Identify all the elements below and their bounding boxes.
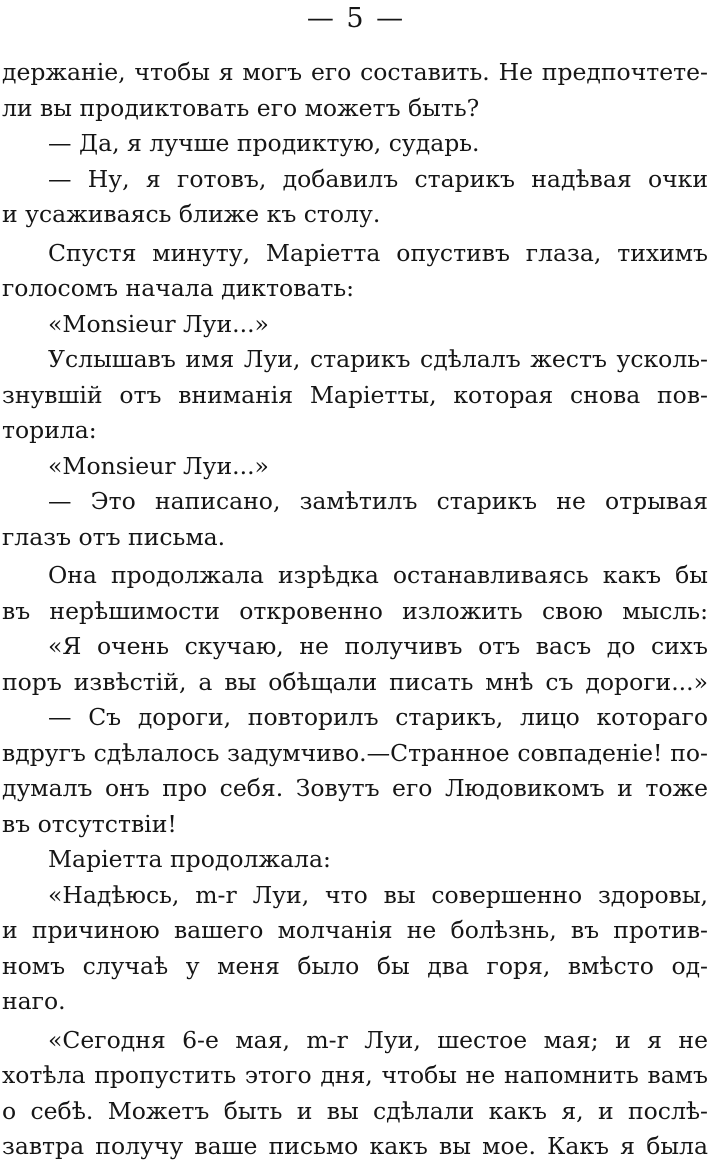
text-line: Она продолжала изрѣдка останавливаясь какъ бы <box>48 561 708 589</box>
text-line: знувшій отъ вниманія Маріетты, которая снова пов- <box>2 380 708 409</box>
text-line: Маріетта продолжала: <box>48 845 331 873</box>
text-line: и причиною вашего молчанія не болѣзнь, въ против- <box>2 916 708 944</box>
text-line: голосомъ начала диктовать: <box>2 274 355 302</box>
text-line: глазъ отъ письма. <box>2 522 226 551</box>
text-line: поръ извѣстій, а вы обѣщали писать мнѣ съ дороги...» <box>2 667 708 696</box>
text-line: Спустя минуту, Маріетта опустивъ глаза, тихимъ <box>48 238 708 267</box>
text-line: «Я очень скучаю, не получивъ отъ васъ до сихъ <box>48 632 708 660</box>
text-line: — Съ дороги, повторилъ старикъ, лицо котораго <box>48 703 708 731</box>
text-line: въ нерѣшимости откровенно изложить свою мысль: <box>2 596 708 625</box>
text-line: — Ну, я готовъ, добавилъ старикъ надѣвая очки <box>48 164 708 193</box>
text-line: «Надѣюсь, m-r Луи, что вы совершенно здоровы, <box>48 880 708 909</box>
text-line: въ отсутствіи! <box>2 809 177 838</box>
text-line: думалъ онъ про себя. Зовутъ его Людовикомъ и тоже <box>2 774 708 802</box>
text-line: — Да, я лучше продиктую, сударь. <box>48 129 480 157</box>
text-line: Услышавъ имя Луи, старикъ сдѣлалъ жестъ усколь- <box>48 345 708 373</box>
text-line: и усаживаясь ближе къ столу. <box>2 200 381 228</box>
text-line: вдругъ сдѣлалось задумчиво.—Странное совпаденіе! по- <box>2 738 708 767</box>
body-text <box>2 55 708 1165</box>
text-line: «Monsieur Луи...» <box>48 451 269 480</box>
text-line: хотѣла пропустить этого дня, чтобы не напомнить вамъ <box>2 1061 708 1089</box>
text-line: номъ случаѣ у меня было бы два горя, вмѣсто од- <box>2 951 708 980</box>
text-line: наго. <box>2 987 66 1015</box>
text-line: торила: <box>2 416 97 444</box>
text-line: «Monsieur Луи...» <box>48 309 269 338</box>
text-line: держаніе, чтобы я могъ его составить. Не предпочтете- <box>2 58 708 86</box>
text-line: — Это написано, замѣтилъ старикъ не отрывая <box>48 487 708 515</box>
page-number: — 5 — <box>306 3 406 34</box>
text-line: о себѣ. Можетъ быть и вы сдѣлали какъ я, и послѣ- <box>2 1096 708 1125</box>
text-line: завтра получу ваше письмо какъ вы мое. Какъ я была <box>2 1132 708 1160</box>
text-line: «Сегодня 6-е мая, m-r Луи, шестое мая; и я не <box>48 1025 708 1054</box>
text-line: ли вы продиктовать его можетъ быть? <box>2 93 480 122</box>
